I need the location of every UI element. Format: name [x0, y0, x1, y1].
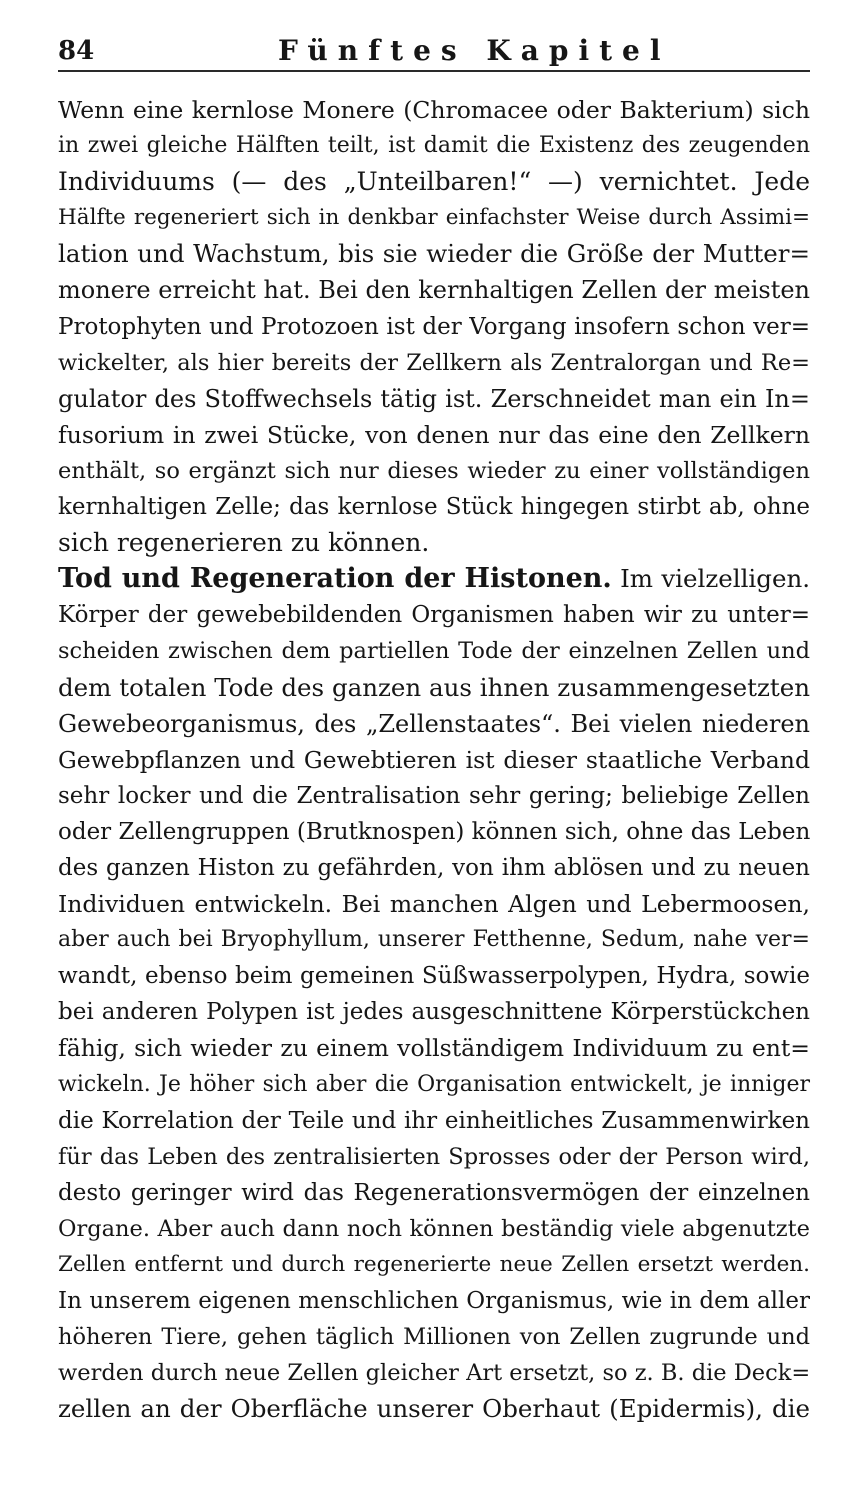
- page-number: 84: [58, 36, 95, 66]
- text-line: enthält, so ergänzt sich nur dieses wieder zu einer vollständigen: [58, 457, 810, 484]
- text-line: monere erreicht hat. Bei den kernhaltigen Zellen der meisten: [58, 276, 810, 305]
- text-line: Gewebpflanzen und Gewebtieren ist dieser staatliche Verband: [58, 745, 810, 774]
- text-line: Protophyten und Protozoen ist der Vorgang insofern schon ver=: [58, 313, 810, 340]
- text-line: wickelter, als hier bereits der Zellkern als Zentralorgan und Re=: [58, 349, 810, 376]
- text-line: sich regenerieren zu können.: [58, 528, 430, 558]
- text-line: fusorium in zwei Stücke, von denen nur das eine den Zellkern: [58, 420, 810, 449]
- text-line: Gewebeorganismus, des „Zellenstaates“. Bei vielen niederen: [58, 709, 810, 738]
- text-line: Individuen entwickeln. Bei manchen Algen und Lebermoosen,: [58, 890, 810, 919]
- text-line: wickeln. Je höher sich aber die Organisation entwickelt, je inniger: [58, 1071, 810, 1097]
- text-line: Organe. Aber auch dann noch können beständig viele abgenutzte: [58, 1215, 810, 1242]
- body-text: [58, 92, 810, 1427]
- text-line: sehr locker und die Zentralisation sehr gering; beliebige Zellen: [58, 782, 810, 809]
- section-heading: Tod und Regeneration der Histonen.: [58, 563, 612, 595]
- text-line: kernhaltigen Zelle; das kernlose Stück hingegen stirbt ab, ohne: [58, 494, 810, 521]
- text-line: In unserem eigenen menschlichen Organismus, wie in dem aller: [58, 1288, 810, 1315]
- page-header: [58, 26, 810, 72]
- text-line: fähig, sich wieder zu einem vollständigem Individuum zu ent=: [58, 1034, 810, 1063]
- text-line: bei anderen Polypen ist jedes ausgeschnittene Körperstückchen: [58, 999, 810, 1026]
- text-line: werden durch neue Zellen gleicher Art ersetzt, so z. B. die Deck=: [58, 1360, 811, 1387]
- text-line: wandt, ebenso beim gemeinen Süßwasserpolypen, Hydra, sowie: [58, 963, 810, 990]
- text-line: die Korrelation der Teile und ihr einheitliches Zusammenwirken: [58, 1107, 810, 1134]
- text-line: höheren Tiere, gehen täglich Millionen von Zellen zugrunde und: [58, 1324, 810, 1351]
- text-line: Zellen entfernt und durch regenerierte neue Zellen ersetzt werden.: [58, 1252, 810, 1277]
- text-line: Körper der gewebebildenden Organismen haben wir zu unter=: [58, 602, 810, 629]
- text-line: Hälfte regeneriert sich in denkbar einfachster Weise durch Assimi=: [58, 205, 810, 231]
- text-line: scheiden zwischen dem partiellen Tode der einzelnen Zellen und: [58, 638, 810, 665]
- text-line: Wenn eine kernlose Monere (Chromacee oder Bakterium) sich: [58, 96, 810, 124]
- running-head: Fünftes Kapitel: [278, 34, 671, 67]
- section-heading-line: [58, 561, 810, 597]
- text-line: dem totalen Tode des ganzen aus ihnen zusammengesetzten: [58, 672, 810, 702]
- text-line: oder Zellengruppen (Brutknospen) können sich, ohne das Leben: [58, 818, 811, 845]
- text-line: Individuums (— des „Unteilbaren!“ —) vernichtet. Jede: [58, 167, 810, 197]
- text-line: in zwei gleiche Hälften teilt, ist damit die Existenz des zeugenden: [58, 133, 810, 159]
- text-line: lation und Wachstum, bis sie wieder die Größe der Mutter=: [58, 239, 810, 269]
- text-line: aber auch bei Bryophyllum, unserer Fetthenne, Sedum, nahe ver=: [58, 927, 810, 953]
- text-line: zellen an der Oberfläche unserer Oberhaut (Epidermis), die: [58, 1394, 810, 1424]
- heading-line-text: Im vielzelligen.: [620, 564, 811, 594]
- text-line: desto geringer wird das Regenerationsvermögen der einzelnen: [58, 1179, 810, 1206]
- text-line: des ganzen Histon zu gefährden, von ihm ablösen und zu neuen: [58, 854, 810, 881]
- text-line: für das Leben des zentralisierten Sprosses oder der Person wird,: [58, 1143, 810, 1170]
- text-line: gulator des Stoffwechsels tätig ist. Zerschneidet man ein In=: [58, 384, 810, 413]
